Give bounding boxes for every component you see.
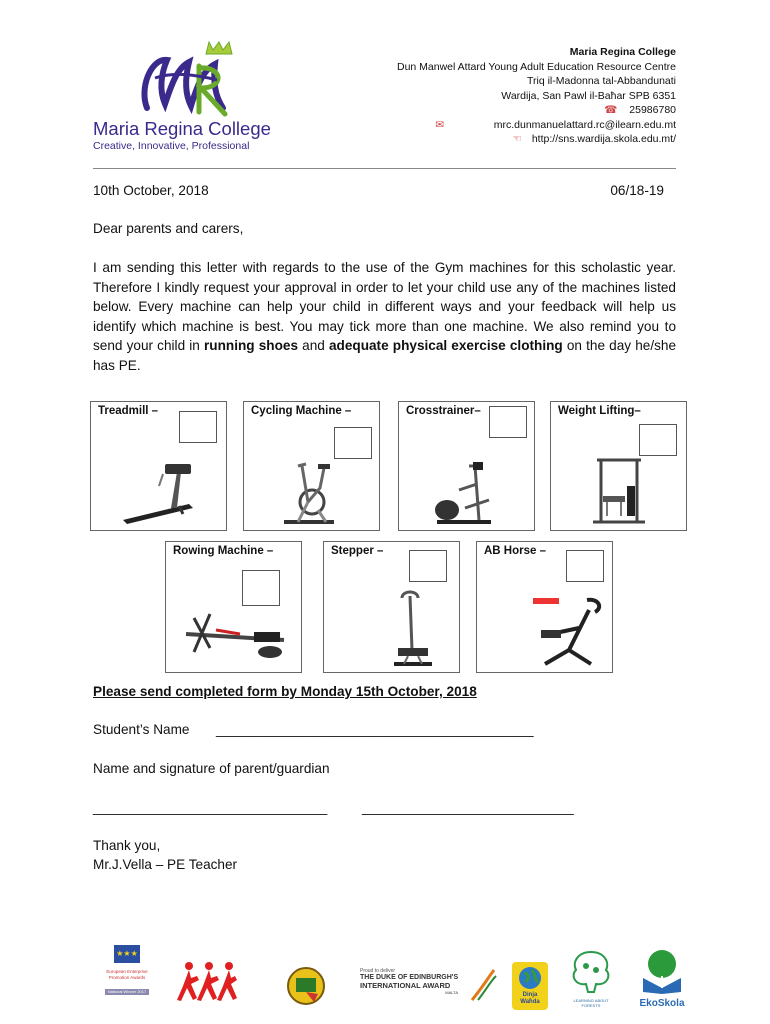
stepper-icon bbox=[388, 590, 438, 670]
machine-card-ab-horse bbox=[476, 541, 613, 673]
website-link[interactable]: http://sns.wardija.skola.edu.mt/ bbox=[531, 133, 676, 145]
machine-card-rowing bbox=[165, 541, 302, 673]
tick-box[interactable] bbox=[242, 570, 280, 606]
dinja-text: Dinja Waħda bbox=[520, 992, 540, 1005]
eu-enterprise-award-logo bbox=[105, 945, 149, 1019]
runners-logo bbox=[177, 960, 237, 1004]
ekoskola-text: EkoSkola bbox=[639, 998, 685, 1009]
doe-line-1: THE DUKE OF EDINBURGH'S bbox=[360, 974, 459, 981]
letter-paragraph bbox=[93, 258, 676, 375]
college-name: Maria Regina College bbox=[93, 118, 271, 139]
ab-horse-icon bbox=[529, 594, 609, 669]
parent-signature-field[interactable]: ____________________________ bbox=[362, 800, 574, 815]
email-row bbox=[397, 118, 676, 133]
phone-number: 25986780 bbox=[629, 104, 676, 116]
machine-card-stepper bbox=[323, 541, 460, 673]
machine-label: Treadmill – bbox=[98, 405, 159, 417]
pointing-hand-icon: ☜ bbox=[512, 133, 522, 145]
doe-line-2: INTERNATIONAL AWARD bbox=[360, 981, 451, 990]
machine-label: Stepper – bbox=[331, 545, 384, 557]
deadline-notice: Please send completed form by Monday 15th October, 2018 bbox=[93, 684, 477, 699]
paragraph-text-2: and bbox=[298, 338, 329, 353]
dinja-wahda-logo bbox=[512, 962, 548, 1010]
phone-row bbox=[397, 103, 676, 118]
exercise-bike-icon bbox=[278, 458, 338, 528]
phone-icon: ☎ bbox=[604, 104, 618, 116]
closing-thanks: Thank you, bbox=[93, 838, 161, 853]
doe-country: MALTA bbox=[445, 990, 458, 995]
address-line-2: Triq il-Madonna tal-Abbandunati bbox=[526, 75, 676, 87]
parent-signature-label: Name and signature of parent/guardian bbox=[93, 761, 330, 776]
eu-award-text: European Enterprise Promotion Awards bbox=[106, 969, 148, 980]
parent-name-field[interactable]: _______________________________ bbox=[93, 800, 328, 815]
forests-text: LEARNING ABOUT FORESTS bbox=[573, 998, 609, 1008]
sports-crest-logo bbox=[286, 966, 326, 1006]
tick-box[interactable] bbox=[639, 424, 677, 456]
machine-label: Rowing Machine – bbox=[173, 545, 274, 557]
teacher-signoff: Mr.J.Vella – PE Teacher bbox=[93, 857, 238, 872]
treadmill-icon bbox=[119, 458, 199, 528]
machine-label: Crosstrainer– bbox=[406, 405, 481, 417]
tick-box[interactable] bbox=[489, 406, 527, 438]
machine-label: Weight Lifting– bbox=[558, 405, 641, 417]
machine-label: AB Horse – bbox=[484, 545, 546, 557]
doe-swirl-icon bbox=[468, 968, 498, 1004]
monogram-crest-icon bbox=[133, 38, 253, 120]
tick-box[interactable] bbox=[334, 427, 372, 459]
duke-of-edinburgh-logo bbox=[360, 968, 500, 1008]
tick-box[interactable] bbox=[409, 550, 447, 582]
website-row bbox=[397, 132, 676, 147]
student-name-field[interactable]: __________________________________________ bbox=[216, 722, 534, 737]
address-line-1: Dun Manwel Attard Young Adult Education Resource Centre bbox=[396, 60, 676, 73]
rowing-machine-icon bbox=[180, 604, 290, 664]
tick-box[interactable] bbox=[179, 411, 217, 443]
letter-reference: 06/18-19 bbox=[610, 183, 664, 198]
address-line-3: Wardija, San Pawl il-Baħar SPB 6351 bbox=[501, 89, 676, 102]
college-logo bbox=[93, 38, 283, 158]
address-title: Maria Regina College bbox=[569, 46, 676, 58]
letter-date: 10th October, 2018 bbox=[93, 183, 209, 198]
envelope-icon: ✉ bbox=[435, 118, 444, 131]
machine-card-cycling bbox=[243, 401, 380, 531]
paragraph-text-1: I am sending this letter with regards to the use of the Gym machines for this scholastic year. Therefore I kindly request your approval in order to let your child use any of the machines listed below. Every machine can help your child in different ways and your feedback will help us identify which machine is best. You may tick more than one machine. We also remind you to send your child in bbox=[93, 260, 676, 353]
eu-flag-icon: ★★★ bbox=[114, 945, 140, 963]
tick-box[interactable] bbox=[566, 550, 604, 582]
machine-card-weight-lifting bbox=[550, 401, 687, 531]
doe-proud-text: Proud to deliver bbox=[360, 968, 396, 974]
eu-award-sub: National Winner 2017 bbox=[105, 989, 149, 995]
exercise-clothing-text: adequate physical exercise clothing bbox=[328, 338, 563, 353]
crosstrainer-icon bbox=[429, 460, 499, 530]
header-divider bbox=[93, 168, 676, 169]
running-shoes-text: running shoes bbox=[204, 338, 299, 353]
paragraph-text-3: on the day he/she has PE. bbox=[93, 338, 677, 373]
machine-label: Cycling Machine – bbox=[251, 405, 352, 417]
learning-about-forests-logo bbox=[566, 950, 616, 1014]
weight-station-icon bbox=[589, 456, 649, 526]
globe-icon bbox=[518, 966, 542, 990]
ekoskola-logo bbox=[634, 948, 690, 1014]
machine-card-treadmill bbox=[90, 401, 227, 531]
college-tagline: Creative, Innovative, Professional bbox=[93, 140, 250, 152]
email-address[interactable]: mrc.dunmanuelattard.rc@ilearn.edu.mt bbox=[493, 118, 676, 131]
tree-icon bbox=[568, 950, 614, 994]
salutation: Dear parents and carers, bbox=[93, 221, 244, 236]
machine-card-crosstrainer bbox=[398, 401, 535, 531]
ekoskola-tree-icon bbox=[637, 948, 687, 994]
school-address bbox=[397, 45, 676, 147]
student-name-label: Student’s Name bbox=[93, 722, 190, 737]
